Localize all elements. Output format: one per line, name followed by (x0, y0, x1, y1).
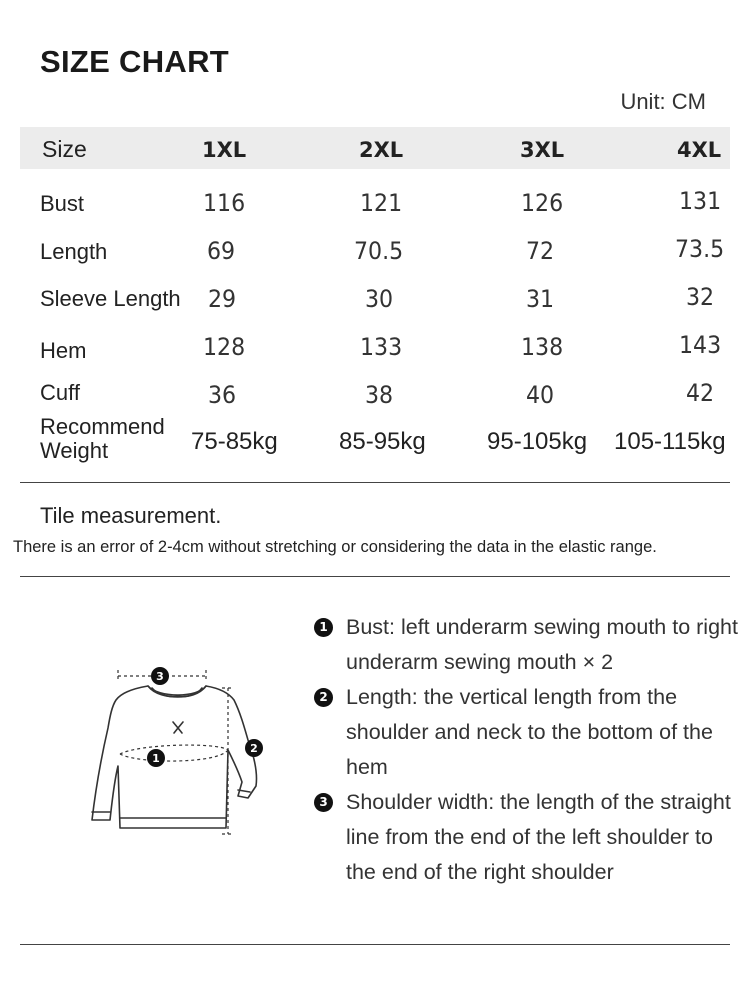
table-cell: 40 (526, 381, 555, 409)
divider (20, 944, 730, 945)
row-label-weight-line1: Recommend (40, 414, 165, 439)
note-tile-measurement: Tile measurement. (40, 503, 222, 528)
row-label-hem: Hem (40, 338, 87, 363)
table-cell: 31 (526, 285, 555, 313)
table-cell: 42 (686, 379, 715, 407)
table-cell: 72 (526, 237, 555, 265)
legend-number-1-icon: 1 (314, 618, 333, 637)
table-cell: 30 (365, 285, 394, 313)
sweater-diagram (78, 658, 278, 838)
divider (20, 576, 730, 577)
legend-text: Bust: left underarm sewing mouth to right underarm sewing mouth × 2 (346, 615, 738, 674)
marker-3-label: 3 (156, 670, 164, 683)
table-cell: 38 (365, 381, 394, 409)
row-label-length: Length (40, 239, 108, 264)
header-4xl: 4XL (677, 138, 722, 162)
note-error-range: There is an error of 2-4cm without stretching or considering the data in the elastic range. (13, 538, 657, 556)
table-cell: 128 (203, 333, 246, 361)
table-cell: 131 (679, 187, 722, 215)
row-label-cuff: Cuff (40, 380, 80, 405)
header-2xl: 2XL (359, 138, 404, 162)
marker-1-label: 1 (152, 752, 160, 765)
row-label-bust: Bust (40, 191, 85, 216)
header-1xl: 1XL (202, 138, 247, 162)
table-cell: 133 (360, 333, 403, 361)
row-label-weight (40, 415, 165, 463)
table-cell: 143 (679, 331, 722, 359)
header-size: Size (42, 136, 87, 162)
legend-number-2-icon: 2 (314, 688, 333, 707)
legend-item-bust (314, 610, 744, 680)
row-label-sleeve: Sleeve Length (40, 286, 181, 311)
table-cell: 70.5 (354, 237, 404, 265)
legend-item-shoulder (314, 785, 744, 890)
legend-text: Shoulder width: the length of the straight line from the end of the left shoulder to the end of the right shoulder (346, 790, 731, 884)
legend-item-length (314, 680, 744, 785)
table-cell: 75-85kg (191, 428, 278, 455)
page-title: SIZE CHART (40, 44, 229, 79)
header-3xl: 3XL (520, 138, 565, 162)
table-cell: 32 (686, 283, 715, 311)
row-label-weight-line2: Weight (40, 438, 109, 463)
legend-text: Length: the vertical length from the shoulder and neck to the bottom of the hem (346, 685, 713, 779)
marker-2-label: 2 (250, 742, 258, 755)
unit-label: Unit: CM (620, 89, 706, 114)
table-cell: 121 (360, 189, 403, 217)
table-cell: 126 (521, 189, 564, 217)
table-cell: 138 (521, 333, 564, 361)
table-cell: 95-105kg (487, 428, 588, 455)
table-cell: 105-115kg (614, 428, 726, 455)
table-cell: 116 (203, 189, 246, 217)
table-cell: 36 (208, 381, 237, 409)
table-cell: 73.5 (675, 235, 725, 263)
table-cell: 29 (208, 285, 237, 313)
table-cell: 69 (207, 237, 236, 265)
measurement-legend (314, 610, 744, 890)
divider (20, 482, 730, 483)
legend-number-3-icon: 3 (314, 793, 333, 812)
table-cell: 85-95kg (339, 428, 426, 455)
